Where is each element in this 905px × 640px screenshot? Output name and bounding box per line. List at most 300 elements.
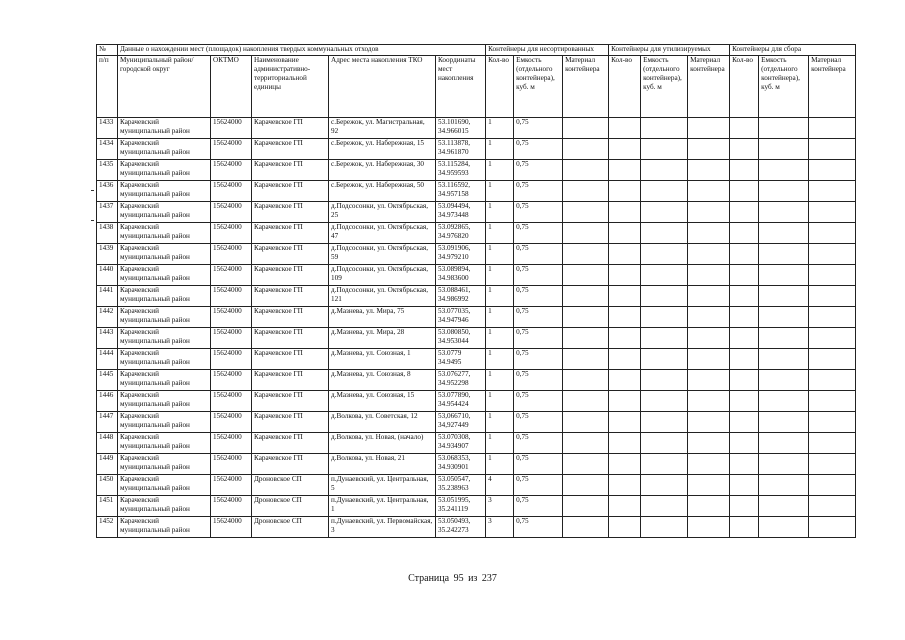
cell-empty <box>563 370 609 391</box>
col-oktmo: ОКТМО <box>211 56 252 118</box>
cell-empty <box>809 328 856 349</box>
cell-address: д.Мазнева, ул. Союзная, 8 <box>329 370 436 391</box>
cell-oktmo: 15624000 <box>211 181 252 202</box>
cell-district: Карачевский муниципальный район <box>118 265 211 286</box>
cell-empty <box>809 181 856 202</box>
cell-empty <box>688 412 730 433</box>
cell-empty <box>688 181 730 202</box>
table-row <box>97 328 856 349</box>
cell-district: Карачевский муниципальный район <box>118 391 211 412</box>
cell-empty <box>759 265 809 286</box>
cell-oktmo: 15624000 <box>211 475 252 496</box>
page-of-word: из <box>468 573 478 584</box>
cell-empty <box>759 139 809 160</box>
col-capacity-collection: Емкость (отдельного контейнера), куб. м <box>759 56 809 118</box>
cell-empty <box>641 307 688 328</box>
cell-empty <box>563 160 609 181</box>
cell-empty <box>609 265 641 286</box>
cell-settlement: Карачевское ГП <box>252 370 329 391</box>
cell-empty <box>688 223 730 244</box>
cell-settlement: Карачевское ГП <box>252 286 329 307</box>
cell-empty <box>563 454 609 475</box>
cell-empty <box>688 118 730 139</box>
cell-empty <box>688 349 730 370</box>
table-row <box>97 181 856 202</box>
header-recyclable-group: Контейнеры для утилизируемых <box>609 45 730 56</box>
cell-empty <box>641 286 688 307</box>
cell-empty <box>609 496 641 517</box>
table-row <box>97 118 856 139</box>
cell-coords: 53.113878, 34.961870 <box>436 139 486 160</box>
col-material-recyclable: Материал контейнера <box>688 56 730 118</box>
cell-empty <box>688 391 730 412</box>
cell-district: Карачевский муниципальный район <box>118 433 211 454</box>
cell-district: Карачевский муниципальный район <box>118 307 211 328</box>
cell-num: 1435 <box>97 160 118 181</box>
cell-capacity: 0,75 <box>514 391 563 412</box>
cell-coords: 53.050547, 35.238963 <box>436 475 486 496</box>
registry-table <box>96 44 856 538</box>
cell-empty <box>730 223 759 244</box>
cell-num: 1440 <box>97 265 118 286</box>
cell-count: 1 <box>486 139 514 160</box>
header-data-group: Данные о нахождении мест (площадок) накопления твердых коммунальных отходов <box>118 45 486 56</box>
cell-district: Карачевский муниципальный район <box>118 244 211 265</box>
cell-address: д.Мазнева, ул. Мира, 28 <box>329 328 436 349</box>
cell-empty <box>609 181 641 202</box>
table-row <box>97 433 856 454</box>
cell-empty <box>809 118 856 139</box>
cell-district: Карачевский муниципальный район <box>118 454 211 475</box>
cell-capacity: 0,75 <box>514 244 563 265</box>
cell-empty <box>809 244 856 265</box>
cell-oktmo: 15624000 <box>211 160 252 181</box>
cell-coords: 53.0779 34.9495 <box>436 349 486 370</box>
cell-address: д.Подсосонки, ул. Октябрьская, 109 <box>329 265 436 286</box>
cell-capacity: 0,75 <box>514 139 563 160</box>
cell-empty <box>609 307 641 328</box>
cell-num: 1438 <box>97 223 118 244</box>
cell-empty <box>609 433 641 454</box>
cell-empty <box>809 475 856 496</box>
col-settlement: Наименование административно-территориальной единицы <box>252 56 329 118</box>
cell-oktmo: 15624000 <box>211 349 252 370</box>
cell-coords: 53.115284, 34.959593 <box>436 160 486 181</box>
cell-empty <box>641 475 688 496</box>
cell-empty <box>809 517 856 538</box>
col-coords: Координаты мест накопления <box>436 56 486 118</box>
cell-empty <box>730 307 759 328</box>
cell-empty <box>641 433 688 454</box>
cell-num: 1442 <box>97 307 118 328</box>
col-count-collection: Кол-во <box>730 56 759 118</box>
cell-empty <box>563 139 609 160</box>
table-row <box>97 517 856 538</box>
cell-empty <box>759 412 809 433</box>
cell-empty <box>759 223 809 244</box>
cell-district: Карачевский муниципальный район <box>118 496 211 517</box>
cell-count: 1 <box>486 202 514 223</box>
cell-empty <box>759 244 809 265</box>
table-row <box>97 286 856 307</box>
cell-capacity: 0,75 <box>514 181 563 202</box>
cell-empty <box>688 475 730 496</box>
cell-empty <box>688 496 730 517</box>
cell-empty <box>730 391 759 412</box>
cell-empty <box>730 433 759 454</box>
cell-coords: 53.077035, 34.947946 <box>436 307 486 328</box>
col-count-recyclable: Кол-во <box>609 56 641 118</box>
cell-num: 1441 <box>97 286 118 307</box>
cell-empty <box>563 475 609 496</box>
cell-empty <box>609 139 641 160</box>
cell-capacity: 0,75 <box>514 160 563 181</box>
cell-oktmo: 15624000 <box>211 265 252 286</box>
col-district: Муниципальный район/городской округ <box>118 56 211 118</box>
cell-empty <box>609 517 641 538</box>
cell-empty <box>563 307 609 328</box>
cell-empty <box>730 370 759 391</box>
cell-count: 3 <box>486 496 514 517</box>
cell-district: Карачевский муниципальный район <box>118 118 211 139</box>
cell-empty <box>759 496 809 517</box>
cell-district: Карачевский муниципальный район <box>118 349 211 370</box>
cell-oktmo: 15624000 <box>211 202 252 223</box>
cell-coords: 53.094494, 34.973448 <box>436 202 486 223</box>
cell-address: д.Мазнева, ул. Союзная, 1 <box>329 349 436 370</box>
cell-capacity: 0,75 <box>514 370 563 391</box>
header-group-row <box>97 45 856 56</box>
cell-empty <box>759 454 809 475</box>
cell-empty <box>641 370 688 391</box>
cell-count: 1 <box>486 391 514 412</box>
cell-num: 1433 <box>97 118 118 139</box>
cell-count: 4 <box>486 475 514 496</box>
cell-coords: 53.077890, 34.954424 <box>436 391 486 412</box>
cell-capacity: 0,75 <box>514 265 563 286</box>
cell-empty <box>563 223 609 244</box>
cell-count: 1 <box>486 265 514 286</box>
cell-empty <box>688 370 730 391</box>
cell-oktmo: 15624000 <box>211 517 252 538</box>
table-row <box>97 370 856 391</box>
cell-empty <box>730 244 759 265</box>
table-row <box>97 202 856 223</box>
cell-empty <box>809 454 856 475</box>
cell-empty <box>809 370 856 391</box>
table-row <box>97 496 856 517</box>
cell-empty <box>759 475 809 496</box>
cell-empty <box>809 433 856 454</box>
cell-coords: 53.070308, 34.934907 <box>436 433 486 454</box>
cell-settlement: Карачевское ГП <box>252 328 329 349</box>
cell-district: Карачевский муниципальный район <box>118 475 211 496</box>
cell-empty <box>563 328 609 349</box>
cell-empty <box>641 349 688 370</box>
cell-oktmo: 15624000 <box>211 370 252 391</box>
cell-settlement: Карачевское ГП <box>252 454 329 475</box>
cell-empty <box>688 244 730 265</box>
cell-empty <box>809 265 856 286</box>
cell-num: 1444 <box>97 349 118 370</box>
cell-empty <box>563 265 609 286</box>
cell-empty <box>641 265 688 286</box>
cell-settlement: Дроновское СП <box>252 496 329 517</box>
cell-empty <box>609 454 641 475</box>
cell-oktmo: 15624000 <box>211 454 252 475</box>
cell-empty <box>730 454 759 475</box>
page-footer <box>0 573 905 584</box>
cell-empty <box>759 370 809 391</box>
cell-empty <box>563 433 609 454</box>
margin-tick <box>91 220 94 221</box>
cell-capacity: 0,75 <box>514 202 563 223</box>
cell-capacity: 0,75 <box>514 223 563 244</box>
cell-settlement: Карачевское ГП <box>252 391 329 412</box>
cell-capacity: 0,75 <box>514 118 563 139</box>
cell-num: 1446 <box>97 391 118 412</box>
cell-count: 1 <box>486 412 514 433</box>
cell-empty <box>809 286 856 307</box>
cell-empty <box>688 265 730 286</box>
cell-coords: 53.051995, 35.241119 <box>436 496 486 517</box>
cell-num: 1448 <box>97 433 118 454</box>
cell-num: 1445 <box>97 370 118 391</box>
cell-empty <box>609 475 641 496</box>
cell-oktmo: 15624000 <box>211 433 252 454</box>
cell-num: 1434 <box>97 139 118 160</box>
cell-address: д.Волкова, ул. Новая, (начало) <box>329 433 436 454</box>
cell-empty <box>730 475 759 496</box>
col-material-unsorted: Материал контейнера <box>563 56 609 118</box>
col-capacity-recyclable: Емкость (отдельного контейнера), куб. м <box>641 56 688 118</box>
cell-settlement: Карачевское ГП <box>252 139 329 160</box>
cell-empty <box>563 244 609 265</box>
cell-empty <box>759 517 809 538</box>
cell-address: п.Дунаевский, ул. Центральная, 1 <box>329 496 436 517</box>
cell-count: 1 <box>486 454 514 475</box>
header-unsorted-group: Контейнеры для несортированных <box>486 45 609 56</box>
cell-empty <box>759 433 809 454</box>
cell-coords: 53.088461, 34.986992 <box>436 286 486 307</box>
cell-district: Карачевский муниципальный район <box>118 370 211 391</box>
cell-empty <box>609 286 641 307</box>
cell-empty <box>641 454 688 475</box>
cell-empty <box>759 391 809 412</box>
table-row <box>97 139 856 160</box>
cell-empty <box>609 370 641 391</box>
cell-empty <box>730 181 759 202</box>
cell-capacity: 0,75 <box>514 496 563 517</box>
cell-settlement: Карачевское ГП <box>252 349 329 370</box>
col-address: Адрес места накопления ТКО <box>329 56 436 118</box>
cell-coords: 53.068353, 34.930901 <box>436 454 486 475</box>
cell-empty <box>563 517 609 538</box>
cell-empty <box>609 391 641 412</box>
cell-empty <box>730 139 759 160</box>
cell-district: Карачевский муниципальный район <box>118 328 211 349</box>
cell-empty <box>641 223 688 244</box>
cell-address: д.Подсосонки, ул. Октябрьская, 121 <box>329 286 436 307</box>
cell-settlement: Дроновское СП <box>252 475 329 496</box>
cell-empty <box>563 412 609 433</box>
cell-coords: 53,066710, 34,927449 <box>436 412 486 433</box>
cell-district: Карачевский муниципальный район <box>118 412 211 433</box>
cell-oktmo: 15624000 <box>211 286 252 307</box>
cell-empty <box>809 160 856 181</box>
cell-empty <box>730 118 759 139</box>
cell-empty <box>688 139 730 160</box>
cell-capacity: 0,75 <box>514 349 563 370</box>
cell-empty <box>641 391 688 412</box>
cell-count: 1 <box>486 160 514 181</box>
cell-oktmo: 15624000 <box>211 223 252 244</box>
cell-num: 1451 <box>97 496 118 517</box>
cell-address: с.Бережок, ул. Набережная, 15 <box>329 139 436 160</box>
cell-oktmo: 15624000 <box>211 139 252 160</box>
cell-empty <box>730 517 759 538</box>
cell-oktmo: 15624000 <box>211 496 252 517</box>
cell-settlement: Карачевское ГП <box>252 307 329 328</box>
cell-empty <box>759 181 809 202</box>
cell-capacity: 0,75 <box>514 475 563 496</box>
table-row <box>97 223 856 244</box>
cell-empty <box>759 307 809 328</box>
cell-coords: 53.116592, 34.957158 <box>436 181 486 202</box>
table-row <box>97 265 856 286</box>
cell-capacity: 0,75 <box>514 286 563 307</box>
cell-count: 1 <box>486 118 514 139</box>
cell-settlement: Дроновское СП <box>252 517 329 538</box>
cell-address: д.Мазнева, ул. Мира, 75 <box>329 307 436 328</box>
cell-count: 1 <box>486 370 514 391</box>
cell-empty <box>759 349 809 370</box>
cell-settlement: Карачевское ГП <box>252 265 329 286</box>
cell-num: 1449 <box>97 454 118 475</box>
table-row <box>97 391 856 412</box>
cell-address: с.Бережок, ул. Набережная, 50 <box>329 181 436 202</box>
cell-district: Карачевский муниципальный район <box>118 160 211 181</box>
cell-empty <box>563 118 609 139</box>
header-collection-group: Контейнеры для сбора <box>730 45 856 56</box>
page-word: Страница <box>408 573 450 584</box>
cell-empty <box>809 412 856 433</box>
cell-empty <box>641 181 688 202</box>
table-row <box>97 307 856 328</box>
cell-empty <box>730 496 759 517</box>
cell-empty <box>809 496 856 517</box>
cell-empty <box>759 160 809 181</box>
cell-address: д.Мазнева, ул. Союзная, 15 <box>329 391 436 412</box>
cell-num: 1452 <box>97 517 118 538</box>
table-body <box>97 118 856 538</box>
cell-num: 1436 <box>97 181 118 202</box>
cell-district: Карачевский муниципальный район <box>118 181 211 202</box>
cell-empty <box>730 328 759 349</box>
cell-settlement: Карачевское ГП <box>252 202 329 223</box>
col-num: п/п <box>97 56 118 118</box>
cell-settlement: Карачевское ГП <box>252 160 329 181</box>
table-row <box>97 475 856 496</box>
cell-empty <box>641 160 688 181</box>
cell-district: Карачевский муниципальный район <box>118 139 211 160</box>
cell-empty <box>809 202 856 223</box>
cell-empty <box>809 349 856 370</box>
cell-address: с.Бережок, ул. Магистральная, 92 <box>329 118 436 139</box>
cell-empty <box>688 328 730 349</box>
cell-empty <box>688 160 730 181</box>
cell-settlement: Карачевское ГП <box>252 412 329 433</box>
table-row <box>97 454 856 475</box>
cell-empty <box>759 202 809 223</box>
page-number: 95 <box>453 573 464 584</box>
cell-settlement: Карачевское ГП <box>252 118 329 139</box>
cell-empty <box>641 202 688 223</box>
cell-coords: 53.050493, 35.242273 <box>436 517 486 538</box>
cell-district: Карачевский муниципальный район <box>118 517 211 538</box>
cell-empty <box>641 139 688 160</box>
cell-empty <box>609 160 641 181</box>
cell-count: 1 <box>486 286 514 307</box>
cell-count: 1 <box>486 349 514 370</box>
table-row <box>97 349 856 370</box>
cell-empty <box>688 286 730 307</box>
cell-empty <box>688 517 730 538</box>
cell-settlement: Карачевское ГП <box>252 181 329 202</box>
cell-empty <box>609 118 641 139</box>
cell-count: 3 <box>486 517 514 538</box>
cell-empty <box>759 118 809 139</box>
cell-address: д.Подсосонки, ул. Октябрьская, 25 <box>329 202 436 223</box>
margin-tick <box>91 190 94 191</box>
cell-address: с.Бережок, ул. Набережная, 30 <box>329 160 436 181</box>
cell-district: Карачевский муниципальный район <box>118 286 211 307</box>
cell-address: д.Подсосонки, ул. Октябрьская, 47 <box>329 223 436 244</box>
cell-address: п.Дунаевский, ул. Центральная, 5 <box>329 475 436 496</box>
cell-empty <box>609 349 641 370</box>
header-columns-row <box>97 56 856 118</box>
cell-capacity: 0,75 <box>514 454 563 475</box>
cell-coords: 53.089894, 34.983600 <box>436 265 486 286</box>
cell-count: 1 <box>486 223 514 244</box>
cell-capacity: 0,75 <box>514 412 563 433</box>
cell-num: 1437 <box>97 202 118 223</box>
cell-empty <box>563 391 609 412</box>
cell-empty <box>730 286 759 307</box>
col-capacity-unsorted: Емкость (отдельного контейнера), куб. м <box>514 56 563 118</box>
cell-num: 1450 <box>97 475 118 496</box>
cell-capacity: 0,75 <box>514 307 563 328</box>
cell-empty <box>609 412 641 433</box>
cell-empty <box>688 307 730 328</box>
cell-coords: 53.076277, 34.952298 <box>436 370 486 391</box>
cell-capacity: 0,75 <box>514 433 563 454</box>
cell-empty <box>563 286 609 307</box>
cell-address: д.Волкова, ул. Новая, 21 <box>329 454 436 475</box>
cell-empty <box>688 454 730 475</box>
cell-coords: 53.101690, 34.966015 <box>436 118 486 139</box>
cell-empty <box>730 202 759 223</box>
cell-coords: 53.091906, 34.979210 <box>436 244 486 265</box>
cell-num: 1443 <box>97 328 118 349</box>
table-row <box>97 412 856 433</box>
cell-empty <box>759 328 809 349</box>
cell-empty <box>609 244 641 265</box>
cell-empty <box>641 244 688 265</box>
cell-empty <box>730 160 759 181</box>
cell-capacity: 0,75 <box>514 517 563 538</box>
cell-empty <box>641 412 688 433</box>
